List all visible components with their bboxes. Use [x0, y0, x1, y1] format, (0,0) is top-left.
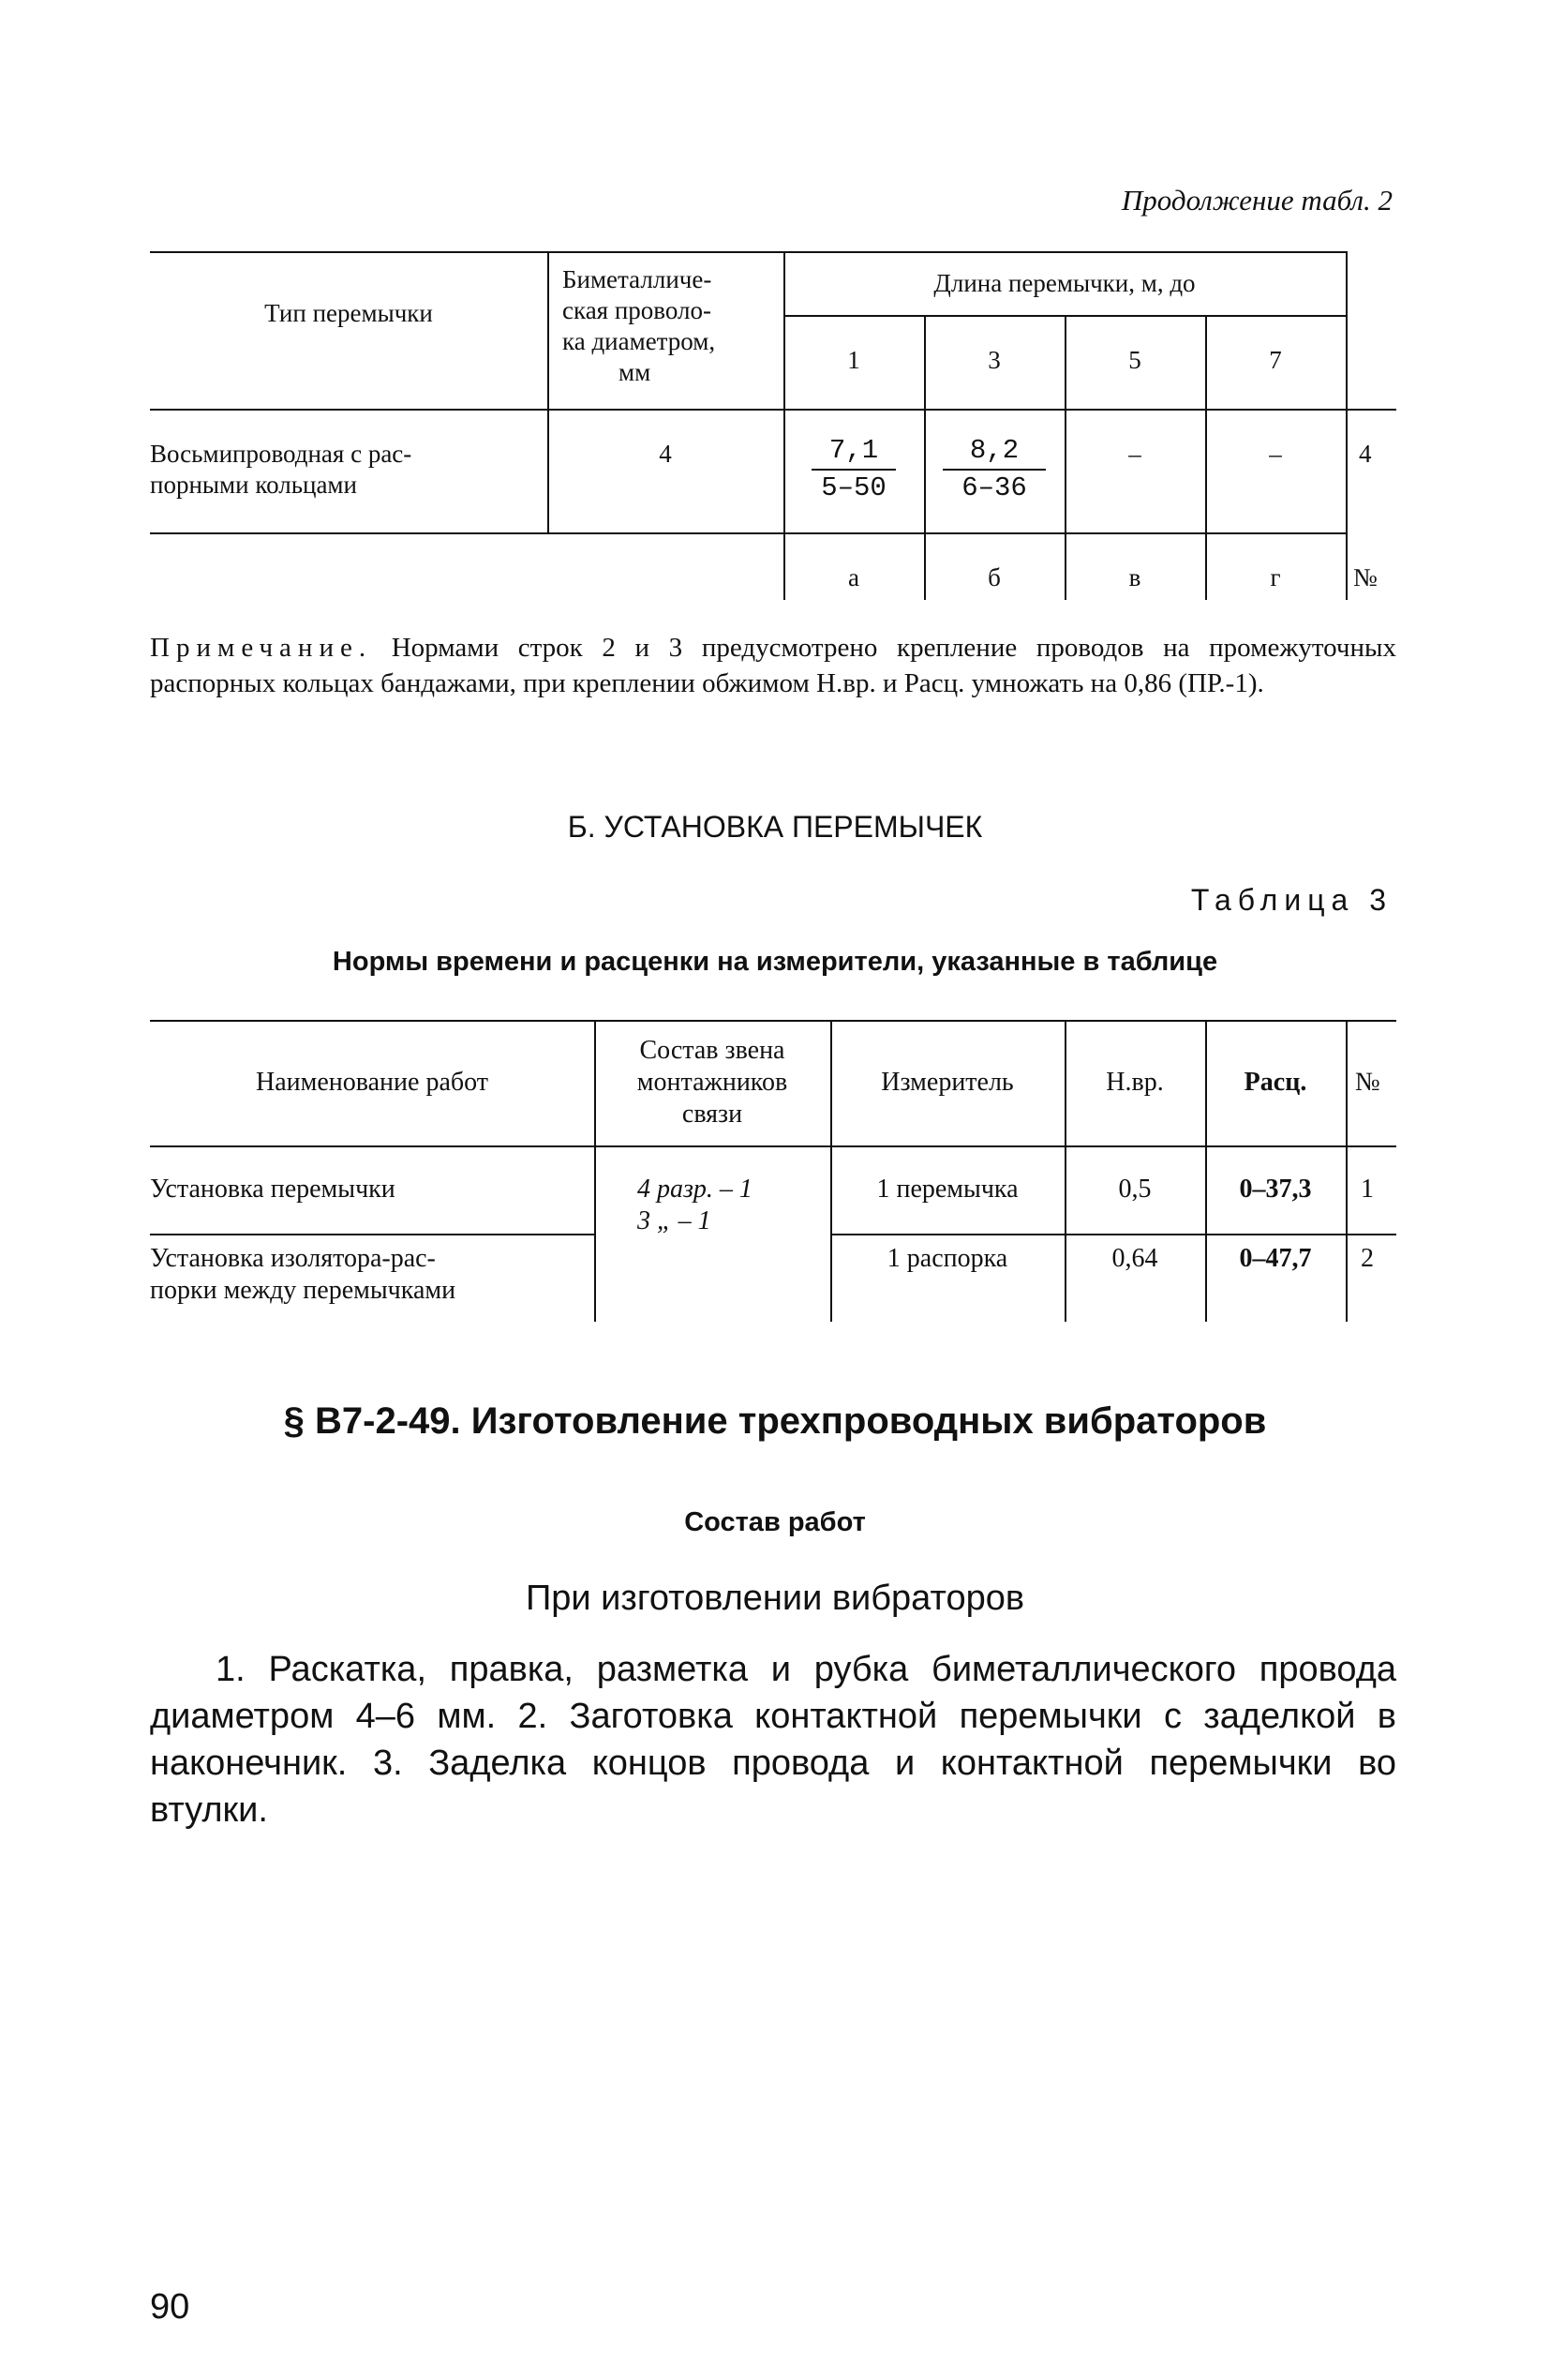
section-b-heading: Б. УСТАНОВКА ПЕРЕМЫЧЕК — [567, 810, 983, 844]
row-line: Установка изолятора-рас- — [150, 1244, 436, 1273]
row-2-time-norm: 0,64 — [1111, 1244, 1158, 1273]
row-line: порки между перемычками — [150, 1276, 456, 1305]
header-length-5: 5 — [1128, 346, 1141, 374]
header-line: Состав звена — [639, 1036, 785, 1065]
header-work-name: Наименование работ — [256, 1068, 488, 1097]
table-rule — [150, 1234, 594, 1235]
column-letter-g: г — [1270, 563, 1281, 591]
header-rate: Расц. — [1244, 1068, 1307, 1097]
crew-composition — [619, 1174, 825, 1237]
header-number: № — [1355, 1068, 1380, 1097]
row-length-7: – — [1269, 440, 1282, 468]
crew-line: 4 разр. – 1 — [637, 1175, 753, 1204]
row-1-unit: 1 перемычка — [876, 1175, 1019, 1204]
table-rule — [830, 1020, 832, 1322]
table-note — [150, 630, 1396, 701]
header-jumper-type: Тип перемычки — [264, 299, 433, 327]
row-number: 4 — [1359, 440, 1372, 468]
table-rule — [150, 1145, 1396, 1147]
table-3-caption: Нормы времени и расценки на измерители, указанные в таблице — [332, 947, 1218, 977]
table-rule — [1346, 1020, 1348, 1322]
fraction-denominator: 6–36 — [961, 472, 1027, 503]
row-2-work — [150, 1243, 594, 1307]
header-length: Длина перемычки, м, до — [933, 269, 1196, 297]
table-rule — [150, 532, 1347, 534]
table-rule — [1205, 1020, 1207, 1322]
header-length-7: 7 — [1269, 346, 1282, 374]
row-2-unit: 1 распорка — [887, 1244, 1008, 1273]
note-label: Примечание. — [150, 633, 373, 663]
table-2-continuation — [150, 251, 1396, 600]
table-rule — [783, 251, 785, 600]
column-number-sign: № — [1353, 563, 1378, 591]
table-rule — [547, 251, 549, 532]
row-line: порными кольцами — [150, 471, 357, 499]
row-1-number: 1 — [1361, 1175, 1374, 1204]
header-line: мм — [619, 358, 651, 386]
column-letter-b: б — [988, 563, 1001, 591]
table-3-label: Таблица 3 — [1190, 883, 1393, 917]
table-continuation-label: Продолжение табл. 2 — [1121, 184, 1393, 217]
composition-heading: Состав работ — [684, 1507, 866, 1537]
page-number: 90 — [150, 2287, 190, 2327]
fraction-length-1 — [812, 435, 896, 504]
header-line: ка диаметром, — [562, 327, 716, 355]
fraction-length-3 — [943, 435, 1046, 504]
header-time-norm: Н.вр. — [1106, 1068, 1164, 1097]
header-length-3: 3 — [988, 346, 1001, 374]
table-rule — [1065, 1020, 1066, 1322]
row-line: Восьмипроводная с рас- — [150, 440, 412, 468]
header-length-1: 1 — [847, 346, 860, 374]
header-line: Биметалличе- — [562, 265, 712, 293]
header-line: монтажников — [636, 1068, 788, 1097]
subheading: При изготовлении вибраторов — [525, 1579, 1025, 1618]
header-line: ская проволо- — [562, 296, 711, 324]
row-length-5: – — [1128, 440, 1141, 468]
table-3 — [150, 1020, 1396, 1322]
section-title: § В7-2-49. Изготовление трехпроводных вибраторов — [283, 1400, 1267, 1442]
body-paragraph: 1. Раскатка, правка, разметка и рубка биметаллического провода диаметром 4–6 мм. 2. Заготовка контактной перемычки с заделкой в наконечник. 3. Заделка концов провода и контактной перемычки во втулки. — [150, 1650, 1396, 1830]
row-1-work: Установка перемычки — [150, 1175, 395, 1204]
row-2-rate: 0–47,7 — [1239, 1244, 1312, 1273]
header-wire-diameter — [562, 264, 778, 388]
fraction-denominator: 5–50 — [821, 472, 887, 503]
column-letter-a: а — [848, 563, 859, 591]
crew-line: 3 „ – 1 — [637, 1206, 711, 1235]
fraction-numerator: 8,2 — [943, 435, 1046, 471]
row-jumper-type — [150, 439, 534, 501]
row-1-rate: 0–37,3 — [1239, 1175, 1312, 1204]
header-unit: Измеритель — [881, 1068, 1014, 1097]
fraction-numerator: 7,1 — [812, 435, 896, 471]
table-rule — [150, 409, 1396, 411]
row-1-time-norm: 0,5 — [1118, 1175, 1152, 1204]
table-rule — [830, 1234, 1396, 1235]
table-rule — [150, 251, 1347, 253]
column-letter-v: в — [1128, 563, 1141, 591]
row-wire-diameter: 4 — [659, 440, 672, 468]
table-rule — [1346, 251, 1348, 600]
header-line: связи — [681, 1100, 743, 1129]
note-text: Нормами строк 2 и 3 предусмотрено крепление проводов на промежуточных распорных кольцах бандажами, при креплении обжимом Н.вр. и Расц. умножать на 0,86 (ПР.-1). — [150, 633, 1396, 698]
table-rule — [150, 1020, 1396, 1022]
header-crew — [594, 1035, 830, 1130]
row-2-number: 2 — [1361, 1244, 1374, 1273]
